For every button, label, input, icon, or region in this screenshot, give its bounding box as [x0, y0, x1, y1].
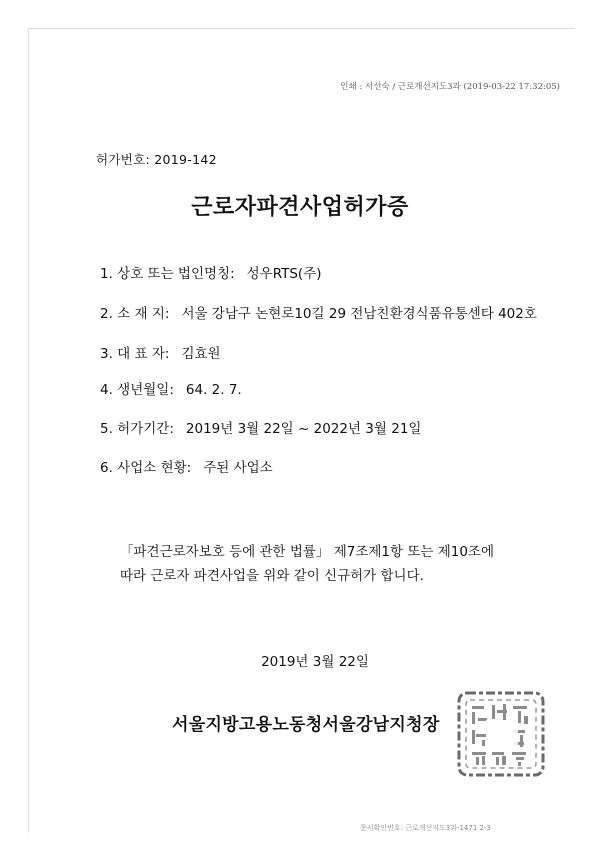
- item-permit-period: [100, 417, 421, 437]
- footer-stamp: 문서확인번호: 근로개선지도3과-1471 2-3: [360, 824, 491, 832]
- item-birthdate: [100, 378, 242, 398]
- statement-line: 따라 근로자 파견사업을 위와 같이 신규허가 합니다.: [120, 568, 424, 584]
- issue-date: 2019년 3월 22일: [261, 654, 369, 670]
- item-value: 2019년 3월 22일 ~ 2022년 3월 21일: [185, 421, 422, 437]
- item-address: [100, 302, 537, 322]
- statement-line: 「파견근로자보호 등에 관한 법률」 제7조제1항 또는 제10조에: [120, 544, 495, 560]
- item-label: 5. 허가기간:: [100, 421, 174, 437]
- scan-edge-left: [28, 28, 29, 833]
- item-value: 64. 2. 7.: [185, 382, 242, 398]
- item-business-office: [100, 456, 273, 476]
- item-value: 주된 사업소: [203, 460, 273, 476]
- issuer-name: 서울지방고용노동청서울강남지청장: [172, 715, 440, 735]
- item-label: 3. 대 표 자:: [100, 346, 170, 362]
- item-value: 성우RTS(주): [246, 266, 322, 282]
- permit-statement: [120, 540, 560, 588]
- official-seal: [456, 690, 546, 778]
- document-title: 근로자파견사업허가증: [191, 195, 409, 220]
- item-label: 2. 소 재 지:: [100, 306, 170, 322]
- item-representative: [100, 342, 221, 362]
- print-info: 인쇄 : 서선숙 / 근로개선지도3과 (2019-03-22 17:32:05): [340, 82, 560, 92]
- item-label: 6. 사업소 현황:: [100, 460, 192, 476]
- item-value: 김효원: [181, 346, 221, 362]
- item-value: 서울 강남구 논현로10길 29 전남친환경식품유통센타 402호: [181, 306, 537, 322]
- item-label: 4. 생년월일:: [100, 382, 174, 398]
- item-label: 1. 상호 또는 법인명칭:: [100, 266, 235, 282]
- permit-number: 허가번호: 2019-142: [96, 152, 217, 167]
- item-company-name: [100, 262, 322, 282]
- scan-edge-top: [28, 28, 574, 29]
